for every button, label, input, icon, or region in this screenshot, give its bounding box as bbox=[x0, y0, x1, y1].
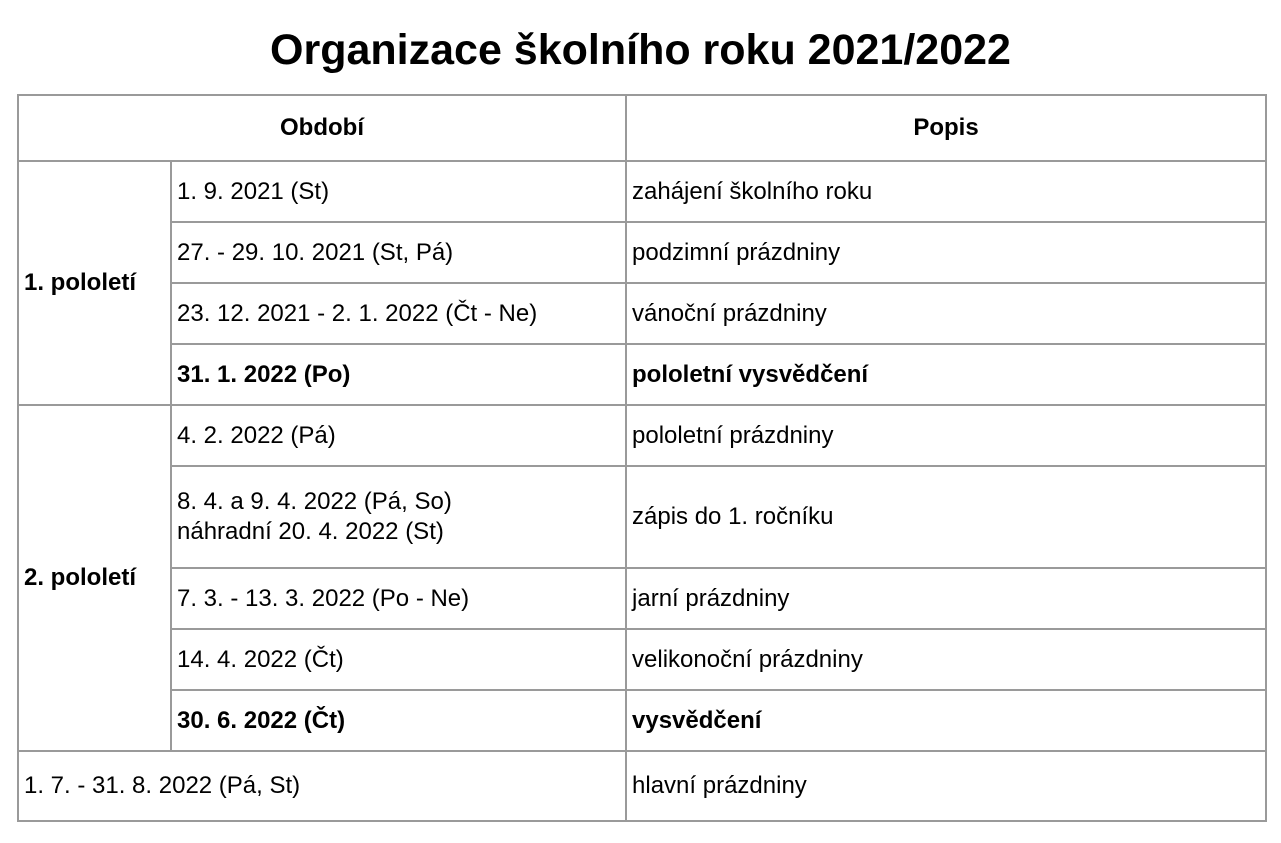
semester-1-label: 1. pololetí bbox=[18, 161, 171, 405]
date-line-1: 8. 4. a 9. 4. 2022 (Pá, So) bbox=[177, 488, 452, 515]
date-cell: 30. 6. 2022 (Čt) bbox=[171, 690, 626, 751]
date-cell: 14. 4. 2022 (Čt) bbox=[171, 629, 626, 690]
description-cell: vysvědčení bbox=[626, 690, 1266, 751]
date-cell: 4. 2. 2022 (Pá) bbox=[171, 405, 626, 466]
header-period: Období bbox=[18, 95, 626, 161]
table-row bbox=[18, 405, 1266, 466]
description-cell: podzimní prázdniny bbox=[626, 222, 1266, 283]
date-line-2: náhradní 20. 4. 2022 (St) bbox=[177, 518, 444, 545]
semester-2-label: 2. pololetí bbox=[18, 405, 171, 751]
table-row bbox=[18, 222, 1266, 283]
date-cell bbox=[171, 466, 626, 568]
date-cell: 31. 1. 2022 (Po) bbox=[171, 344, 626, 405]
description-cell: zahájení školního roku bbox=[626, 161, 1266, 222]
date-cell: 7. 3. - 13. 3. 2022 (Po - Ne) bbox=[171, 568, 626, 629]
table-header-row bbox=[18, 95, 1266, 161]
table-row bbox=[18, 629, 1266, 690]
description-cell: hlavní prázdniny bbox=[626, 751, 1266, 821]
date-cell: 27. - 29. 10. 2021 (St, Pá) bbox=[171, 222, 626, 283]
description-cell: vánoční prázdniny bbox=[626, 283, 1266, 344]
date-cell: 1. 9. 2021 (St) bbox=[171, 161, 626, 222]
page-title: Organizace školního roku 2021/2022 bbox=[270, 26, 1011, 74]
header-description: Popis bbox=[626, 95, 1266, 161]
table-row bbox=[18, 283, 1266, 344]
description-cell: velikonoční prázdniny bbox=[626, 629, 1266, 690]
description-cell: pololetní prázdniny bbox=[626, 405, 1266, 466]
description-cell: pololetní vysvědčení bbox=[626, 344, 1266, 405]
description-cell: zápis do 1. ročníku bbox=[626, 466, 1266, 568]
summer-date-cell: 1. 7. - 31. 8. 2022 (Pá, St) bbox=[18, 751, 626, 821]
table-row bbox=[18, 344, 1266, 405]
school-year-table bbox=[17, 94, 1267, 822]
table-row bbox=[18, 690, 1266, 751]
description-cell: jarní prázdniny bbox=[626, 568, 1266, 629]
table-row bbox=[18, 568, 1266, 629]
table-row bbox=[18, 751, 1266, 821]
date-cell: 23. 12. 2021 - 2. 1. 2022 (Čt - Ne) bbox=[171, 283, 626, 344]
table-row bbox=[18, 161, 1266, 222]
table-row bbox=[18, 466, 1266, 568]
